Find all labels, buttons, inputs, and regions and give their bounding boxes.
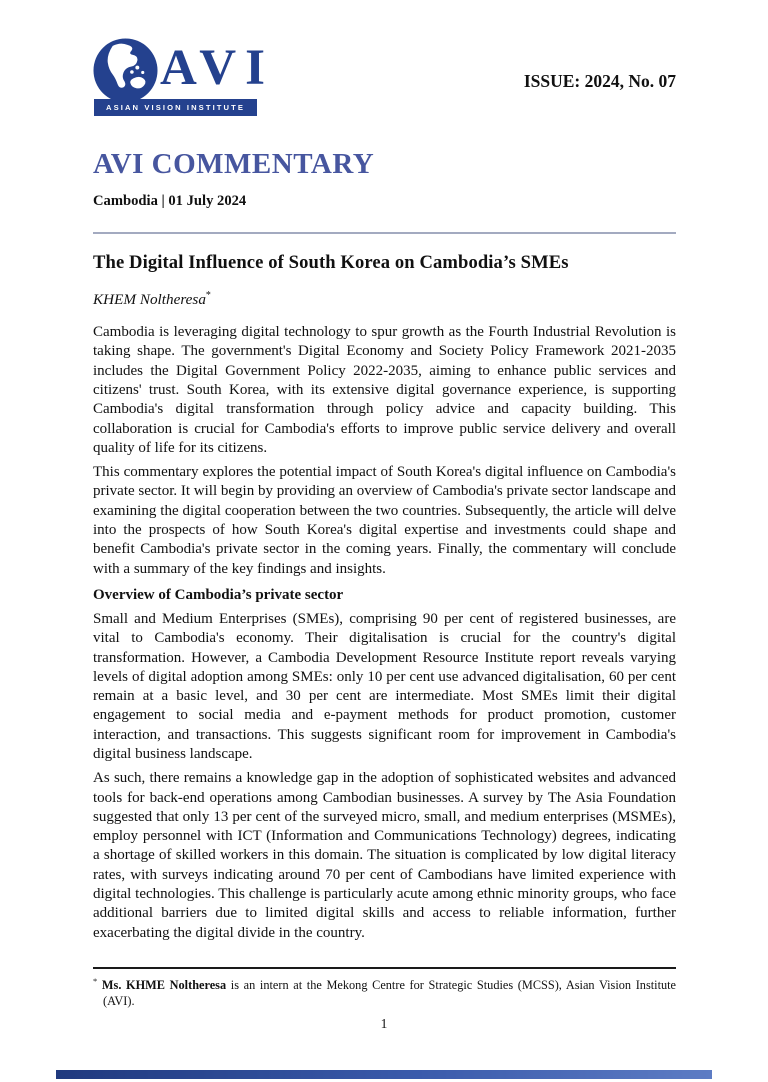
dateline: Cambodia | 01 July 2024	[93, 193, 247, 209]
logo-institute-bar: ASIAN VISION INSTITUTE	[94, 99, 257, 116]
masthead-title: AVI COMMENTARY	[93, 148, 375, 180]
page-number: 1	[380, 1016, 388, 1031]
footnote-block	[93, 967, 676, 1009]
paragraph: This commentary explores the potential impact of South Korea's digital influence on Cambodia's private sector. It will begin by providing an overview of Cambodia's private sector landscape and examining the digital cooperation between the two countries. Subsequently, the article will delve into the prospects of how South Korea's digital expertise and investments could shape and benefit Cambodia's private sector in the coming years. Finally, the commentary will conclude with a summary of the key findings and insights.	[93, 464, 676, 577]
article-title: The Digital Influence of South Korea on Cambodia’s SMEs	[93, 252, 569, 273]
footnote-text: is an intern at the Mekong Centre for Strategic Studies (MCSS), Asian Vision Institute (AVI).	[103, 978, 677, 1008]
footnote-author-name: Ms. KHME Noltheresa	[101, 978, 227, 993]
header-divider	[93, 232, 676, 234]
author-footnote-marker: *	[205, 290, 211, 301]
author-name: KHEM Noltheresa	[93, 291, 206, 309]
paragraph: Cambodia is leveraging digital technology to spur growth as the Fourth Industrial Revolution is taking shape. The government's Digital Economy and Society Policy Framework 2021-2035 includes the Digital Government Policy 2022-2035, aiming to enhance public services and citizens' trust. South Korea, with its extensive digital governance experience, is supporting Cambodia's digital transformation through policy advice and capacity building. This collaboration is crucial for Cambodia's efforts to improve public service delivery and overall quality of life for its citizens.	[93, 324, 676, 456]
article-author	[93, 290, 676, 309]
header	[93, 0, 676, 118]
globe-asia-icon	[93, 38, 158, 103]
footnote	[93, 974, 676, 1009]
footer-accent-bar	[56, 1070, 712, 1079]
paragraph: As such, there remains a knowledge gap in the adoption of sophisticated websites and advanced tools for back-end operations among Cambodian businesses. A survey by The Asia Foundation suggested that only 13 per cent of the surveyed micro, small, and medium enterprises (MSMEs), employ personnel with ICT (Information and Communications Technology) degrees, indicating a shortage of skilled workers in this domain. The situation is complicated by low digital literacy rates, with surveys indicating around 70 per cent of Cambodians have limited experience with digital technologies. This challenge is particularly acute among ethnic minority groups, who face additional barriers due to limited digital skills and access to reliable information, further exacerbating the digital divide in the country.	[93, 770, 676, 941]
footnote-divider	[93, 967, 676, 969]
logo-acronym: AVI	[160, 40, 274, 96]
avi-logo	[93, 38, 274, 118]
issue-label: ISSUE: 2024, No. 07	[523, 71, 676, 91]
section-heading: Overview of Cambodia’s private sector	[93, 586, 344, 603]
paragraph: Small and Medium Enterprises (SMEs), comprising 90 per cent of registered businesses, are vital to Cambodia's economy. Their digitalisation is crucial for the country's digital transformation. However, a Cambodia Development Resource Institute report reveals varying levels of digital adoption among SMEs: only 10 per cent use advanced digitalisation, 60 per cent remain at a basic level, and 30 per cent are intermediate. Most SMEs limit their digital engagement to social media and e-payment methods for product promotion, customer interaction, and transactions. This suggests significant room for improvement in Cambodia's digital business landscape.	[93, 610, 676, 762]
footnote-marker: *	[93, 976, 98, 986]
